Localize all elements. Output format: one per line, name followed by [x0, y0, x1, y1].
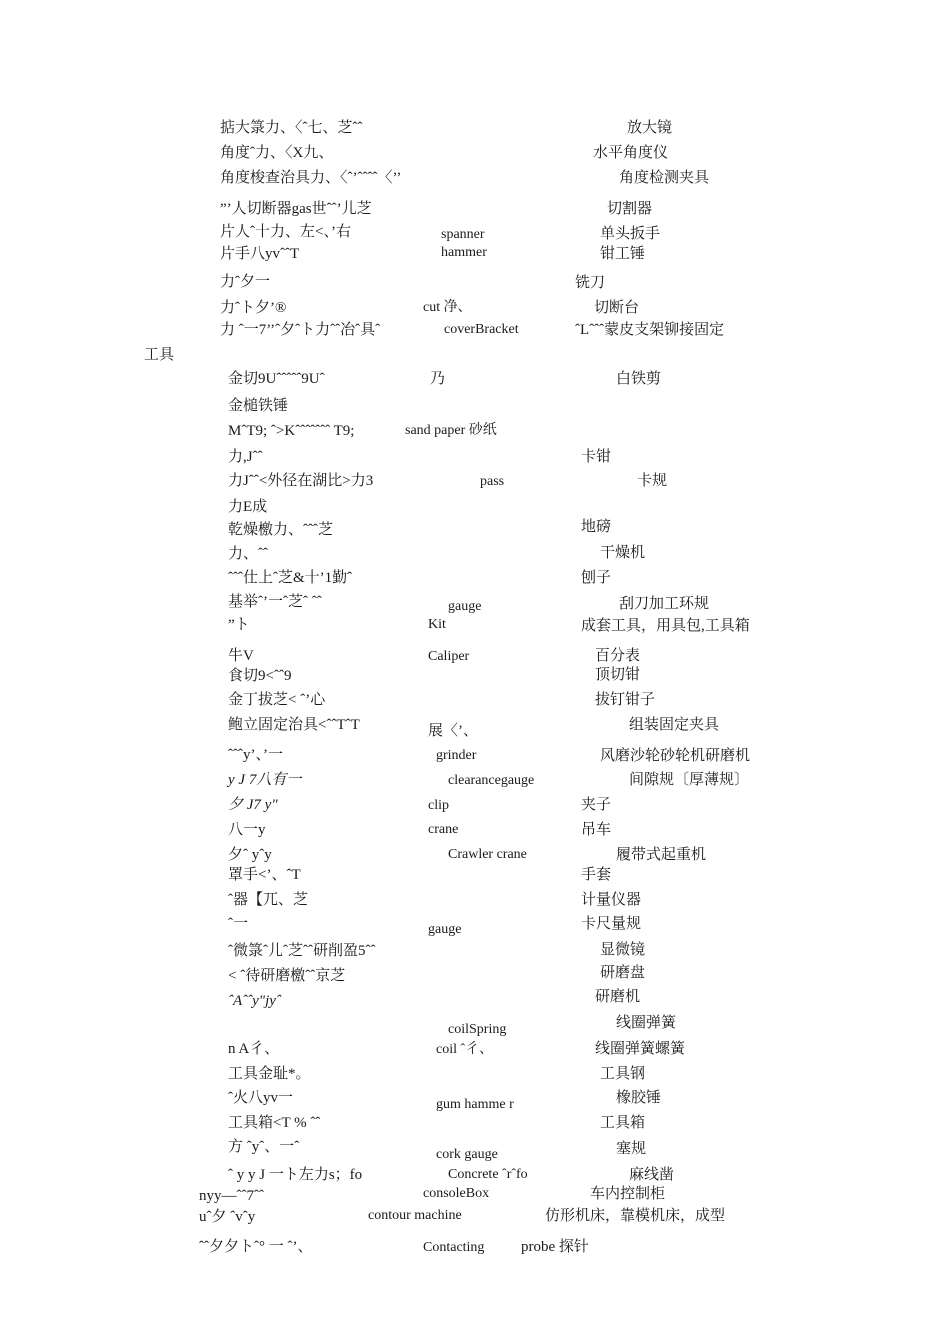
row-29-english: crane	[428, 822, 459, 837]
row-25-garbled: 鲍立固定治具<ˆˆTˆT	[228, 717, 360, 733]
row-19-chinese: 刨子	[581, 570, 612, 586]
row-12-text: 金槌铁锤	[228, 398, 289, 414]
row-19-garbled: ˆˆˆ仕上ˆ芝&十’1勤ˆ	[228, 570, 353, 586]
row-46-english: Contacting	[423, 1240, 485, 1255]
row-1-garbled: 掂大箓力、〈ˆ七、芝ˆˆ	[220, 120, 363, 136]
row-20-garbled: 基举ˆ’一ˆ芝ˆ ˆˆ	[228, 594, 322, 610]
row-14-chinese: 卡钳	[581, 449, 612, 465]
row-30-garbled: 夕ˆ yˆy	[228, 847, 272, 863]
row-31-garbled: 罩手<’、ˆT	[228, 867, 301, 883]
row-42-chinese: 塞规	[616, 1141, 647, 1157]
row-11-mid: 乃	[430, 371, 446, 387]
row-32-chinese: 计量仪器	[581, 892, 642, 908]
row-26-english: grinder	[436, 748, 477, 763]
row-44-english: consoleBox	[423, 1186, 490, 1201]
row-43-english: Concrete ˆrˆfo	[448, 1167, 528, 1182]
row-24-chinese: 拔钉钳子	[595, 692, 656, 708]
row-41-garbled: 工具箱<T % ˆˆ	[228, 1115, 321, 1131]
row-13-garbled: MˆT9; ˆ>Kˆˆˆˆˆˆˆ T9;	[228, 423, 355, 439]
row-4-chinese: 切割器	[607, 201, 653, 217]
row-22-garbled: 牛V	[228, 648, 254, 664]
row-25-chinese: 组装固定夹具	[629, 717, 720, 733]
row-45-chinese: 仿形机床，靠模机床，成型	[545, 1208, 726, 1224]
row-32-garbled: ˆ器【兀、芝	[228, 892, 308, 908]
row-46-garbled: ˆˆ夕夕トˆ° 一 ˆ’、	[199, 1239, 313, 1255]
row-28-garbled: 夕 J7 y"	[228, 797, 278, 813]
row-21-english: Kit	[428, 617, 446, 632]
row-44-chinese: 车内控制柜	[590, 1186, 666, 1202]
row-11-chinese: 白铁剪	[616, 371, 662, 387]
row-27-english: clearancegauge	[448, 773, 535, 788]
row-30-chinese: 履带式起重机	[616, 847, 707, 863]
row-6-chinese: 钳工锤	[600, 246, 646, 262]
row-21-garbled: ”ト	[228, 617, 250, 633]
row-35-chinese: 研磨盘	[600, 965, 646, 981]
row-5-garbled: 片人ˆ十力、左<、’右	[220, 224, 351, 240]
row-9-chinese: ˆLˆˆˆ蒙皮支架铆接固定	[575, 322, 725, 338]
row-41-chinese: 工具箱	[600, 1115, 646, 1131]
row-18-chinese: 干燥机	[600, 545, 646, 561]
row-17-chinese: 地磅	[581, 519, 612, 535]
row-28-chinese: 夹子	[581, 797, 612, 813]
row-7-chinese: 铣刀	[575, 275, 606, 291]
row-6-garbled: 片手八yvˆˆT	[220, 246, 300, 262]
row-38-garbled: n A彳、	[228, 1041, 280, 1057]
row-24-garbled: 金丁拔芝< ˆ’心	[228, 692, 326, 708]
row-43-garbled: ˆ y y J 一ト左力s；fo	[228, 1167, 363, 1183]
row-18-garbled: 力、ˆˆ	[228, 546, 268, 562]
row-39-garbled: 工具金耻*。	[228, 1066, 311, 1082]
row-7-garbled: 力ˆ夕一	[220, 274, 270, 290]
row-30-english: Crawler crane	[448, 847, 527, 862]
row-39-chinese: 工具钢	[600, 1066, 646, 1082]
row-6-english: hammer	[441, 245, 487, 260]
row-40-garbled: ˆ火八yv一	[228, 1090, 293, 1106]
row-13-english: sand paper 砂纸	[405, 423, 497, 438]
row-27-chinese: 间隙规〔厚薄规〕	[629, 772, 750, 788]
row-22-english: Caliper	[428, 649, 470, 664]
row-3-chinese: 角度检测夹具	[619, 170, 710, 186]
row-34-chinese: 显微镜	[600, 942, 646, 958]
row-9-english: coverBracket	[444, 322, 519, 337]
row-36-chinese: 研磨机	[595, 989, 641, 1005]
row-2-chinese: 水平角度仪	[593, 145, 669, 161]
row-37-english: coilSpring	[448, 1022, 507, 1037]
row-33-chinese: 卡尺量规	[581, 916, 642, 932]
row-45-english: contour machine	[368, 1208, 462, 1223]
row-42-english: cork gauge	[436, 1147, 498, 1162]
row-34-garbled: ˆ微箓ˆ儿ˆ芝ˆˆ研削盈5ˆˆ	[228, 943, 376, 959]
row-43-chinese: 麻线凿	[629, 1167, 675, 1183]
row-8-english: cut 净、	[423, 300, 472, 315]
row-17-garbled: 乾燥檄力、ˆˆˆ芝	[228, 522, 333, 538]
row-26-garbled: ˆˆˆy’、’一	[228, 747, 283, 763]
row-31-chinese: 手套	[581, 867, 612, 883]
row-16-text: 力E成	[228, 499, 268, 515]
row-20-chinese: 刮刀加工环规	[619, 596, 710, 612]
row-44-garbled: nyy—ˆˆ7ˆˆ	[199, 1188, 264, 1204]
row-15-chinese: 卡规	[637, 473, 668, 489]
row-10-text: 工具	[144, 347, 175, 363]
row-11-garbled: 金切9Uˆˆˆˆˆ9Uˆ	[228, 371, 325, 387]
row-5-english: spanner	[441, 227, 485, 242]
row-36-garbled: ˆAˆˆy"jyˆ	[228, 993, 281, 1009]
row-33-english: gauge	[428, 922, 462, 937]
row-8-garbled: 力ˆト夕’®	[220, 300, 287, 316]
row-14-garbled: 力,Jˆˆ	[228, 449, 263, 465]
row-29-garbled: 八一y	[228, 822, 266, 838]
row-40-english: gum hamme r	[436, 1097, 514, 1112]
row-15-english: pass	[480, 474, 505, 489]
row-35-garbled: < ˆ待研磨檄ˆˆ京芝	[228, 968, 346, 984]
row-37-chinese: 线圈弹簧	[616, 1015, 677, 1031]
row-15-garbled: 力Jˆˆ<外径在湖比>力3	[228, 473, 374, 489]
row-29-chinese: 吊车	[581, 822, 612, 838]
row-28-english: clip	[428, 798, 449, 813]
row-27-garbled: y J 7八有一	[228, 772, 302, 788]
row-38-english: coil ˆ彳、	[436, 1042, 494, 1057]
row-46-chinese: probe 探针	[521, 1239, 589, 1255]
row-8-chinese: 切断台	[594, 300, 640, 316]
row-20-english: gauge	[448, 599, 482, 614]
row-21-chinese: 成套工具，用具包,工具箱	[581, 618, 750, 634]
row-25-mid: 展〈’、	[428, 723, 478, 739]
row-23-chinese: 顶切钳	[595, 667, 641, 683]
row-9-garbled: 力 ˆ一7’’ˆ夕ˆト力ˆˆ冶ˆ具ˆ	[220, 322, 381, 338]
row-5-chinese: 单头扳手	[600, 226, 661, 242]
row-3-garbled: 角度梭查治具力、〈ˆ’ˆˆˆˆ〈’’	[220, 170, 402, 186]
row-38-chinese: 线圈弹簧螺簧	[595, 1041, 686, 1057]
row-2-garbled: 角度ˆ力、〈X九、	[220, 145, 334, 161]
row-1-chinese: 放大镜	[627, 120, 673, 136]
row-22-chinese: 百分表	[595, 648, 641, 664]
row-33-garbled: ˆ一	[228, 916, 248, 932]
row-26-chinese: 风磨沙轮砂轮机研磨机	[600, 748, 751, 764]
row-40-chinese: 橡胶锤	[616, 1090, 662, 1106]
row-4-garbled: ”’人切断器gas世ˆˆ’儿芝	[220, 201, 372, 217]
row-23-garbled: 食切9<ˆˆ9	[228, 668, 292, 684]
row-45-garbled: uˆ夕 ˆvˆy	[199, 1209, 256, 1225]
row-42-garbled: 方 ˆyˆ、一ˆ	[228, 1139, 300, 1155]
